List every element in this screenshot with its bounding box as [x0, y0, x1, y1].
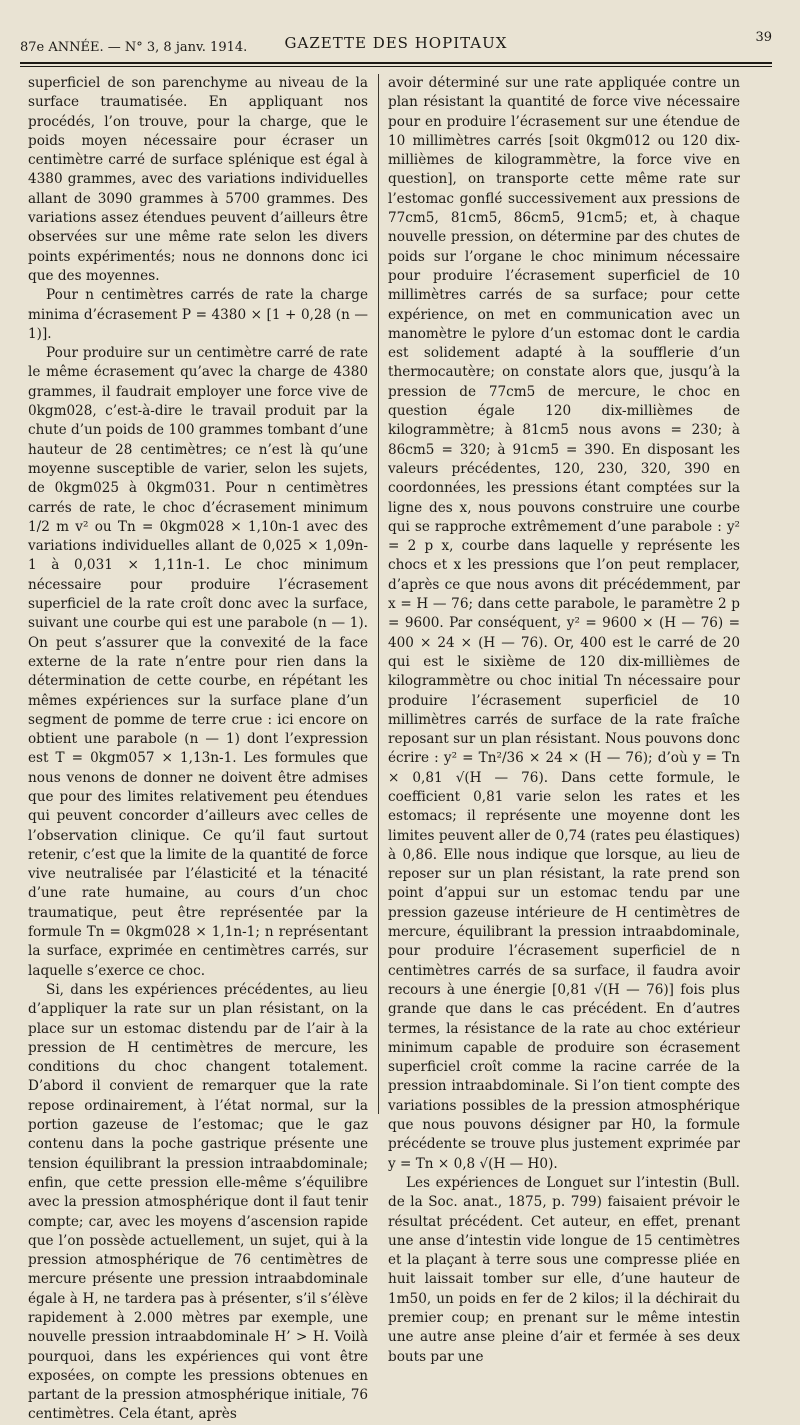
- page-header: [20, 26, 772, 56]
- header-rule-thick: [20, 62, 772, 64]
- left-column: [28, 74, 368, 1425]
- page-number: 39: [755, 30, 772, 45]
- paragraph: Si, dans les expériences précédentes, au lieu d’appliquer la rate sur un plan résistant, on la place sur un estomac distendu par de l’air à la pression de H centimètres de mercure, les conditions du choc changent totalement. D’abord il convient de remarquer que la rate repose ordinairement, à l’état normal, sur la portion gazeuse de l’estomac; que le gaz contenu dans la poche gastrique présente une tension équilibrant la pression intraabdominale; enfin, que cette pression elle-même s’équilibre avec la pression atmosphérique dont il faut tenir compte; car, avec les moyens d’ascension rapide que l’on possède actuellement, un sujet, qui à la pression atmosphérique de 76 centimètres de mercure présente une pression intraabdominale égale à H, ne tardera pas à présenter, s’il s’élève rapidement à 2.000 mètres par exemple, une nouvelle pression intraabdominale H’ > H. Voilà pourquoi, dans les expériences qui vont être exposées, on compte les pressions obtenues en partant de la pression atmosphérique initiale, 76 centimètres. Cela étant, après: [28, 981, 368, 1423]
- paragraph: Les expériences de Longuet sur l’intestin (Bull. de la Soc. anat., 1875, p. 799) faisaient prévoir le résultat précédent. Cet auteur, en effet, prenant une anse d’intestin vide longue de 15 centimètres et la plaçant à terre sous une compresse pliée en huit laissait tomber sur elle, d’une hauteur de 1m50, un poids en fer de 2 kilos; il la déchirait du premier coup; en prenant sur le même intestin une autre anse pleine d’air et fermée à ses deux bouts par une: [388, 1174, 740, 1365]
- issue-info: 87e ANNÉE. — N° 3, 8 janv. 1914.: [20, 40, 248, 55]
- paragraph: avoir déterminé sur une rate appliquée contre un plan résistant la quantité de force vive nécessaire pour en produire l’écrasement sur une étendue de 10 millimètres carrés [soit 0kgm012 ou 120 dix-millièmes de kilogrammètre, la force vive en question], on transporte cette même rate sur l’estomac gonflé successivement aux pressions de 77cm5, 81cm5, 86cm5, 91cm5; et, à chaque nouvelle pression, on détermine par des chutes de poids sur l’organe le choc minimum nécessaire pour produire l’écrasement superficiel de 10 millimètres carrés de sa surface; pour cette expérience, on met en communication avec un manomètre le pylore d’un estomac dont le cardia est solidement adapté à la soufflerie d’un thermocautère; on constate alors que, jusqu’à la pression de 77cm5 de mercure, le choc en question égale 120 dix-millièmes de kilogrammètre; à 81cm5 nous avons = 230; à 86cm5 = 320; à 91cm5 = 390. En disposant les valeurs précédentes, 120, 230, 320, 390 en coordonnées, les pressions étant comptées sur la ligne des x, nous pouvons construire une courbe qui se rapproche extrêmement d’une parabole : y² = 2 p x, courbe dans laquelle y représente les chocs et x les pressions que l’on peut remplacer, d’après ce que nous avons dit précédemment, par x = H — 76; dans cette parabole, le paramètre 2 p = 9600. Par conséquent, y² = 9600 × (H — 76) = 400 × 24 × (H — 76). Or, 400 est le carré de 20 qui est le sixième de 120 dix-millièmes de kilogrammètre ou choc initial Tn nécessaire pour produire l’écrasement superficiel de 10 millimètres carrés de surface de la rate fraîche reposant sur un plan résistant. Nous pouvons donc écrire : y² = Tn²/36 × 24 × (H — 76); d’où y = Tn × 0,81 √(H — 76). Dans cette formule, le coefficient 0,81 varie selon les rates et les estomacs; il représente une moyenne dont les limites peuvent aller de 0,74 (rates peu élastiques) à 0,86. Elle nous indique que lorsque, au lieu de reposer sur un plan résistant, la rate prend son point d’appui sur un estomac tendu par une pression gazeuse intérieure de H centimètres de mercure, équilibrant la pression intraabdominale, pour produire l’écrasement superficiel de n centimètres carrés de sa surface, il faudra avoir recours à une énergie [0,81 √(H — 76)] fois plus grande que dans le cas précédent. En d’autres termes, la résistance de la rate au choc extérieur minimum capable de produire son écrasement superficiel croît comme la racine carrée de la pression intraabdominale. Si l’on tient compte des variations possibles de la pression atmosphérique que nous pouvons désigner par H0, la formule précédente se trouve plus justement exprimée par y = Tn × 0,8 √(H — H0).: [388, 75, 740, 1172]
- paragraph: Pour n centimètres carrés de rate la charge minima d’écrasement P = 4380 × [1 + 0,28 (n — 1)].: [28, 287, 368, 342]
- header-rule-thin: [20, 66, 772, 67]
- journal-title: GAZETTE DES HOPITAUX: [284, 34, 508, 52]
- paragraph: superficiel de son parenchyme au niveau de la surface traumatisée. En appliquant nos procédés, l’on trouve, pour la charge, que le poids moyen nécessaire pour écraser un centimètre carré de surface splénique est égal à 4380 grammes, avec des variations individuelles allant de 3090 grammes à 5700 grammes. Des variations assez étendues peuvent d’ailleurs être observées sur une même rate selon les divers points expérimentés; nous ne donnons donc ici que des moyennes.: [28, 75, 368, 284]
- paragraph: Pour produire sur un centimètre carré de rate le même écrasement qu’avec la charge de 4380 grammes, il faudrait employer une force vive de 0kgm028, c’est-à-dire le travail produit par la chute d’un poids de 100 grammes tombant d’une hauteur de 28 centimètres; ce n’est là qu’une moyenne susceptible de varier, selon les sujets, de 0kgm025 à 0kgm031. Pour n centimètres carrés de rate, le choc d’écrasement minimum 1/2 m v² ou Tn = 0kgm028 × 1,10n-1 avec des variations individuelles allant de 0,025 × 1,09n-1 à 0,031 × 1,11n-1. Le choc minimum nécessaire pour produire l’écrasement superficiel de la rate croît donc avec la surface, suivant une courbe qui est une parabole (n — 1). On peut s’assurer que la convexité de la face externe de la rate n’entre pour rien dans la détermination de cette courbe, en répétant les mêmes expériences sur la surface plane d’un segment de pomme de terre crue : ici encore on obtient une parabole (n — 1) dont l’expression est T = 0kgm057 × 1,13n-1. Les formules que nous venons de donner ne doivent être admises que pour des limites relativement peu étendues qui peuvent concorder d’ailleurs avec celles de l’observation clinique. Ce qu’il faut surtout retenir, c’est que la limite de la quantité de force vive neutralisée par l’élasticité et la ténacité d’une rate humaine, au cours d’un choc traumatique, peut être représentée par la formule Tn = 0kgm028 × 1,1n-1; n représentant la surface, exprimée en centimètres carrés, sur laquelle s’exerce ce choc.: [28, 345, 368, 979]
- right-column: [388, 74, 740, 1367]
- column-divider: [378, 74, 379, 1114]
